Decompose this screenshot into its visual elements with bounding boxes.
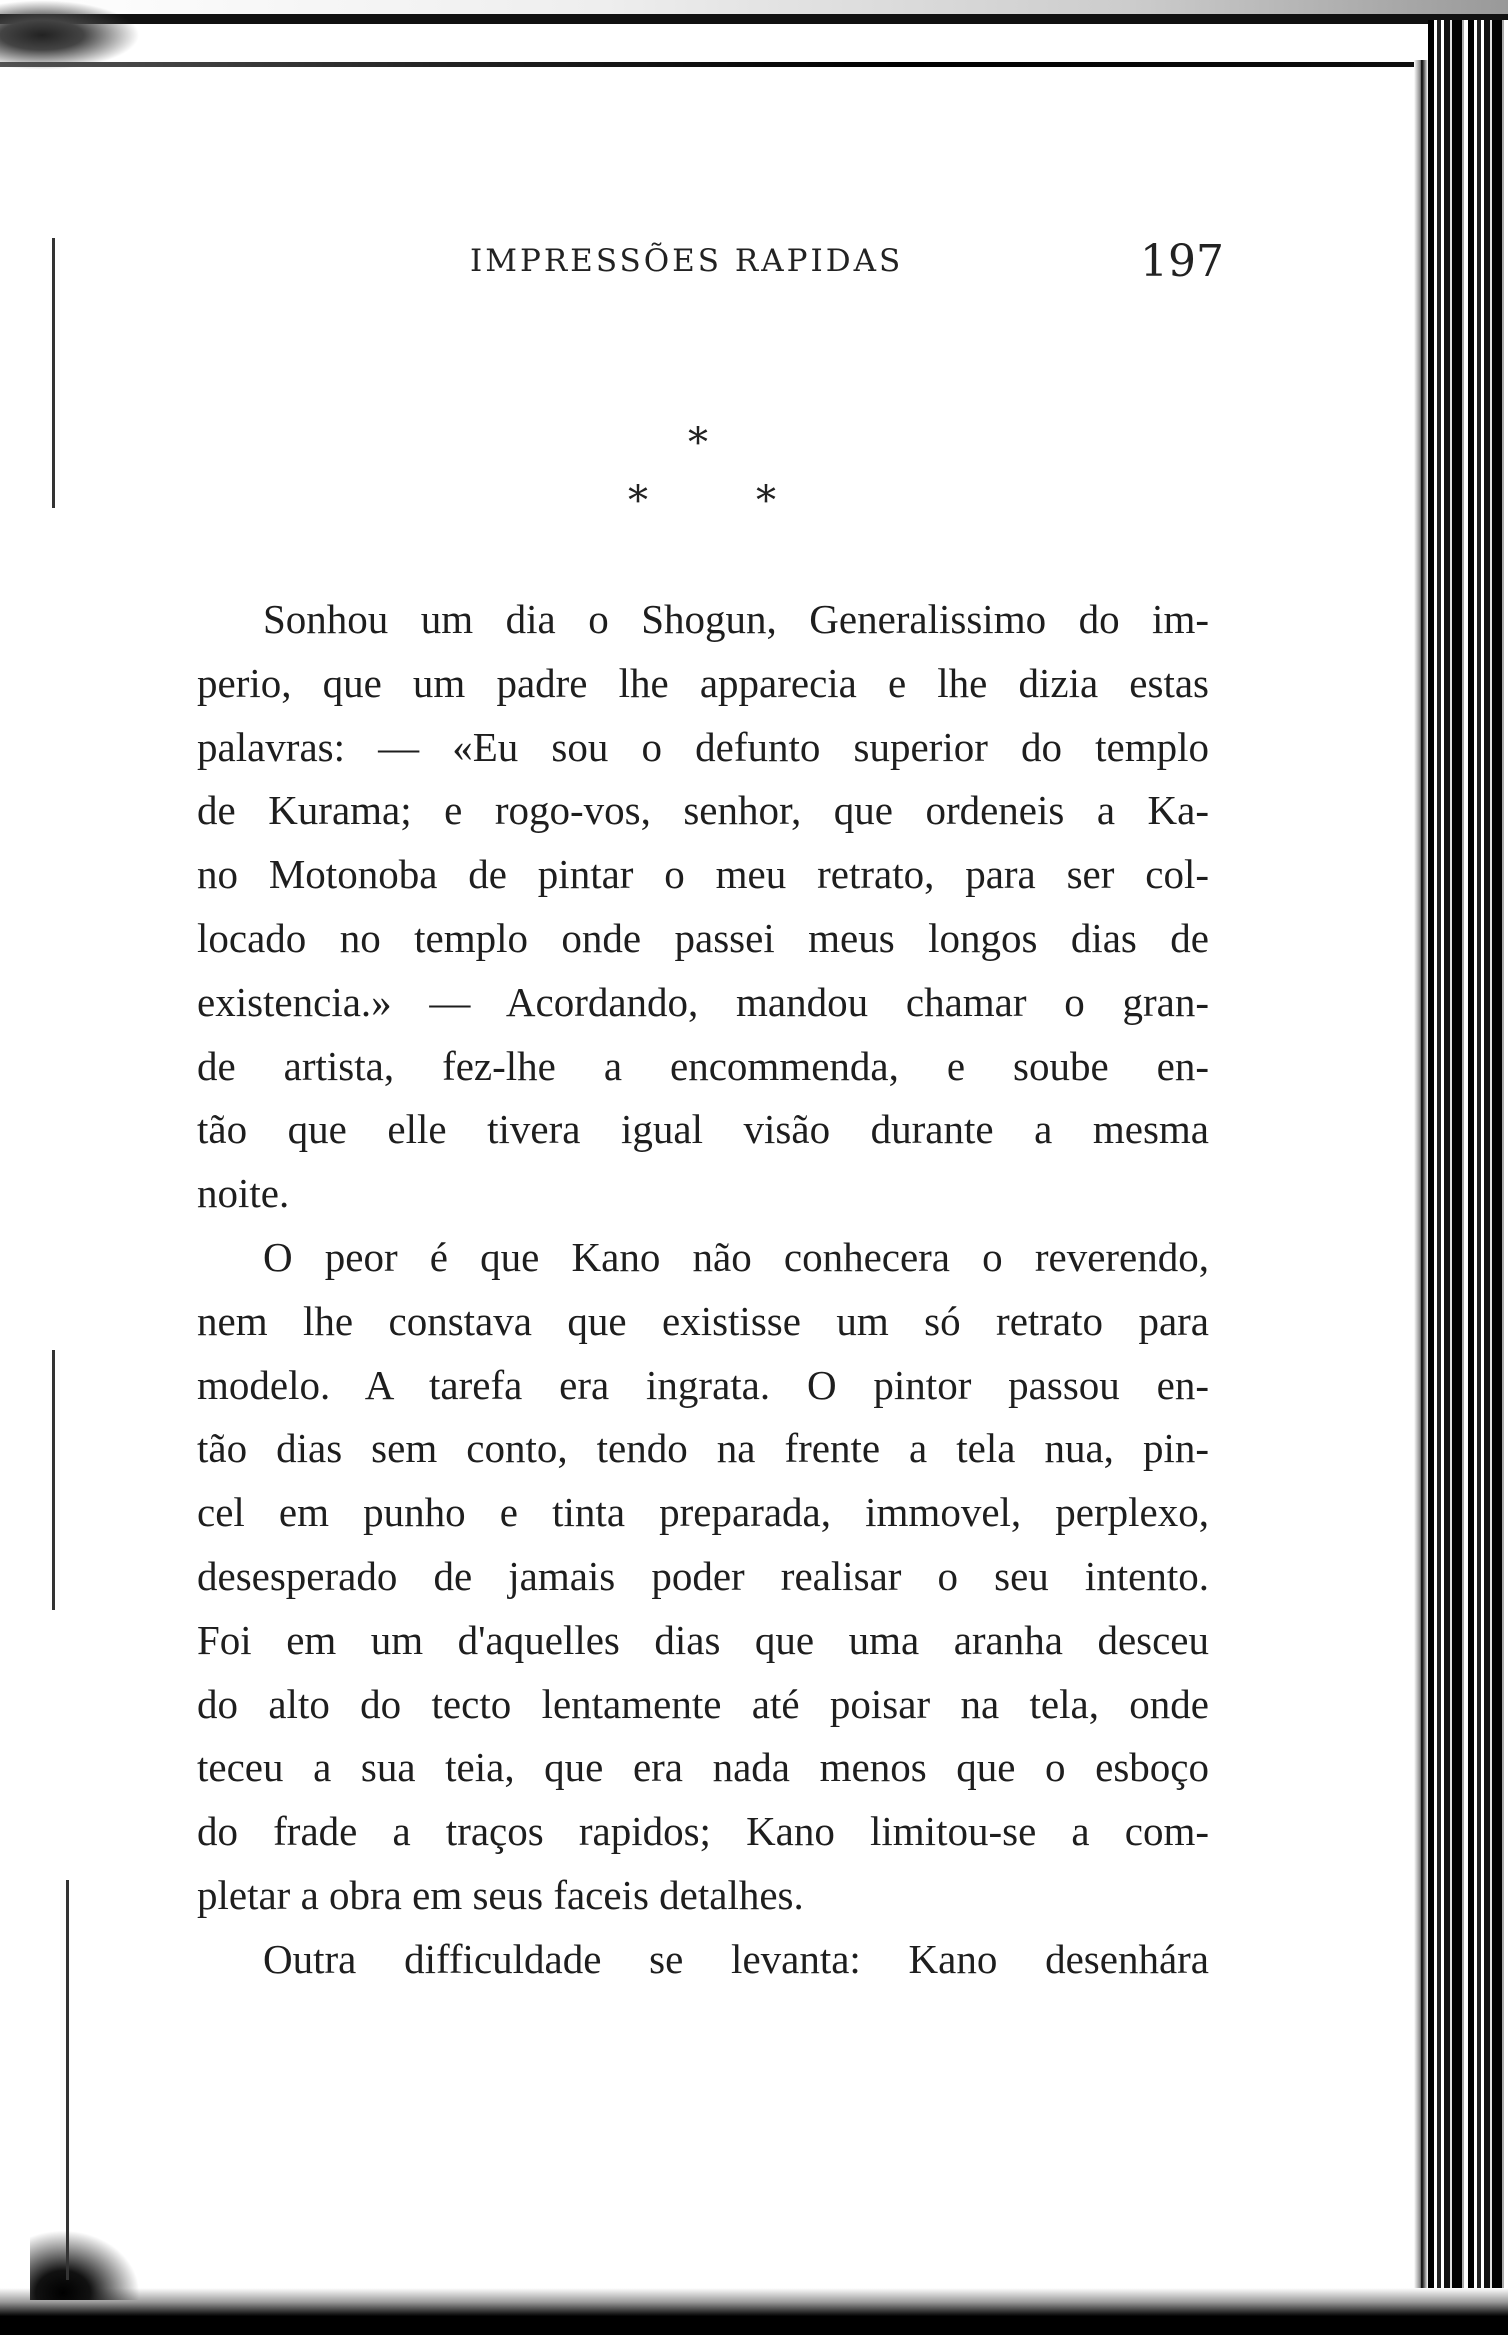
text-line: perio, que um padre lhe apparecia e lhe dizia estas bbox=[197, 659, 1209, 706]
running-head: IMPRESSÕES RAPIDAS bbox=[470, 243, 904, 279]
page-number: 197 bbox=[1140, 236, 1224, 287]
page-edge-right bbox=[1414, 60, 1428, 2300]
asterism-star: * bbox=[628, 478, 648, 524]
text-line: de Kurama; e rogo-vos, senhor, que ordeneis a Ka- bbox=[197, 787, 1209, 834]
scan-border-top-shadow bbox=[0, 62, 1508, 67]
text-line: locado no templo onde passei meus longos dias de bbox=[197, 914, 1209, 961]
paragraph bbox=[197, 588, 1209, 1226]
scan-border-bottom bbox=[0, 2288, 1508, 2335]
text-line: de artista, fez-lhe a encommenda, e soube en- bbox=[197, 1042, 1209, 1089]
text-line: pletar a obra em seus faceis detalhes. bbox=[197, 1871, 804, 1918]
scan-border-right bbox=[1428, 20, 1508, 2320]
margin-mark bbox=[52, 238, 55, 508]
text-line: nem lhe constava que existisse um só retrato para bbox=[197, 1297, 1209, 1344]
text-line: Outra difficuldade se levanta: Kano desenhára bbox=[263, 1935, 1209, 1982]
text-line: palavras: — «Eu sou o defunto superior do templo bbox=[197, 723, 1209, 770]
text-line: O peor é que Kano não conhecera o reverendo, bbox=[263, 1233, 1209, 1280]
paragraph bbox=[197, 1226, 1209, 1928]
scan-smudge-top-left bbox=[0, 0, 140, 70]
text-line: teceu a sua teia, que era nada menos que o esboço bbox=[197, 1744, 1209, 1791]
asterism-star: * bbox=[688, 420, 708, 466]
margin-mark bbox=[66, 1880, 69, 2280]
text-line: tão que elle tivera igual visão durante a mesma bbox=[197, 1106, 1209, 1153]
paragraph bbox=[197, 1928, 1209, 1992]
text-line: do alto do tecto lentamente até poisar na tela, onde bbox=[197, 1680, 1209, 1727]
asterism-ornament bbox=[560, 420, 860, 530]
scan-border-top bbox=[0, 14, 1508, 24]
text-line: no Motonoba de pintar o meu retrato, para ser col- bbox=[197, 851, 1209, 898]
asterism-star: * bbox=[756, 478, 776, 524]
text-line: do frade a traços rapidos; Kano limitou-se a com- bbox=[197, 1808, 1209, 1855]
text-line: existencia.» — Acordando, mandou chamar o gran- bbox=[197, 978, 1209, 1025]
text-line: tão dias sem conto, tendo na frente a tela nua, pin- bbox=[197, 1425, 1209, 1472]
body-text bbox=[197, 588, 1209, 1992]
text-line: desesperado de jamais poder realisar o seu intento. bbox=[197, 1552, 1209, 1599]
text-line: Sonhou um dia o Shogun, Generalissimo do im- bbox=[263, 596, 1209, 642]
scan-smudge-bottom-left bbox=[30, 2230, 140, 2300]
text-line: noite. bbox=[197, 1170, 290, 1217]
text-line: cel em punho e tinta preparada, immovel, perplexo, bbox=[197, 1489, 1209, 1536]
text-line: Foi em um d'aquelles dias que uma aranha desceu bbox=[197, 1616, 1209, 1663]
scan-edge-top bbox=[0, 0, 1508, 14]
text-line: modelo. A tarefa era ingrata. O pintor passou en- bbox=[197, 1361, 1209, 1408]
margin-mark bbox=[52, 1350, 55, 1610]
